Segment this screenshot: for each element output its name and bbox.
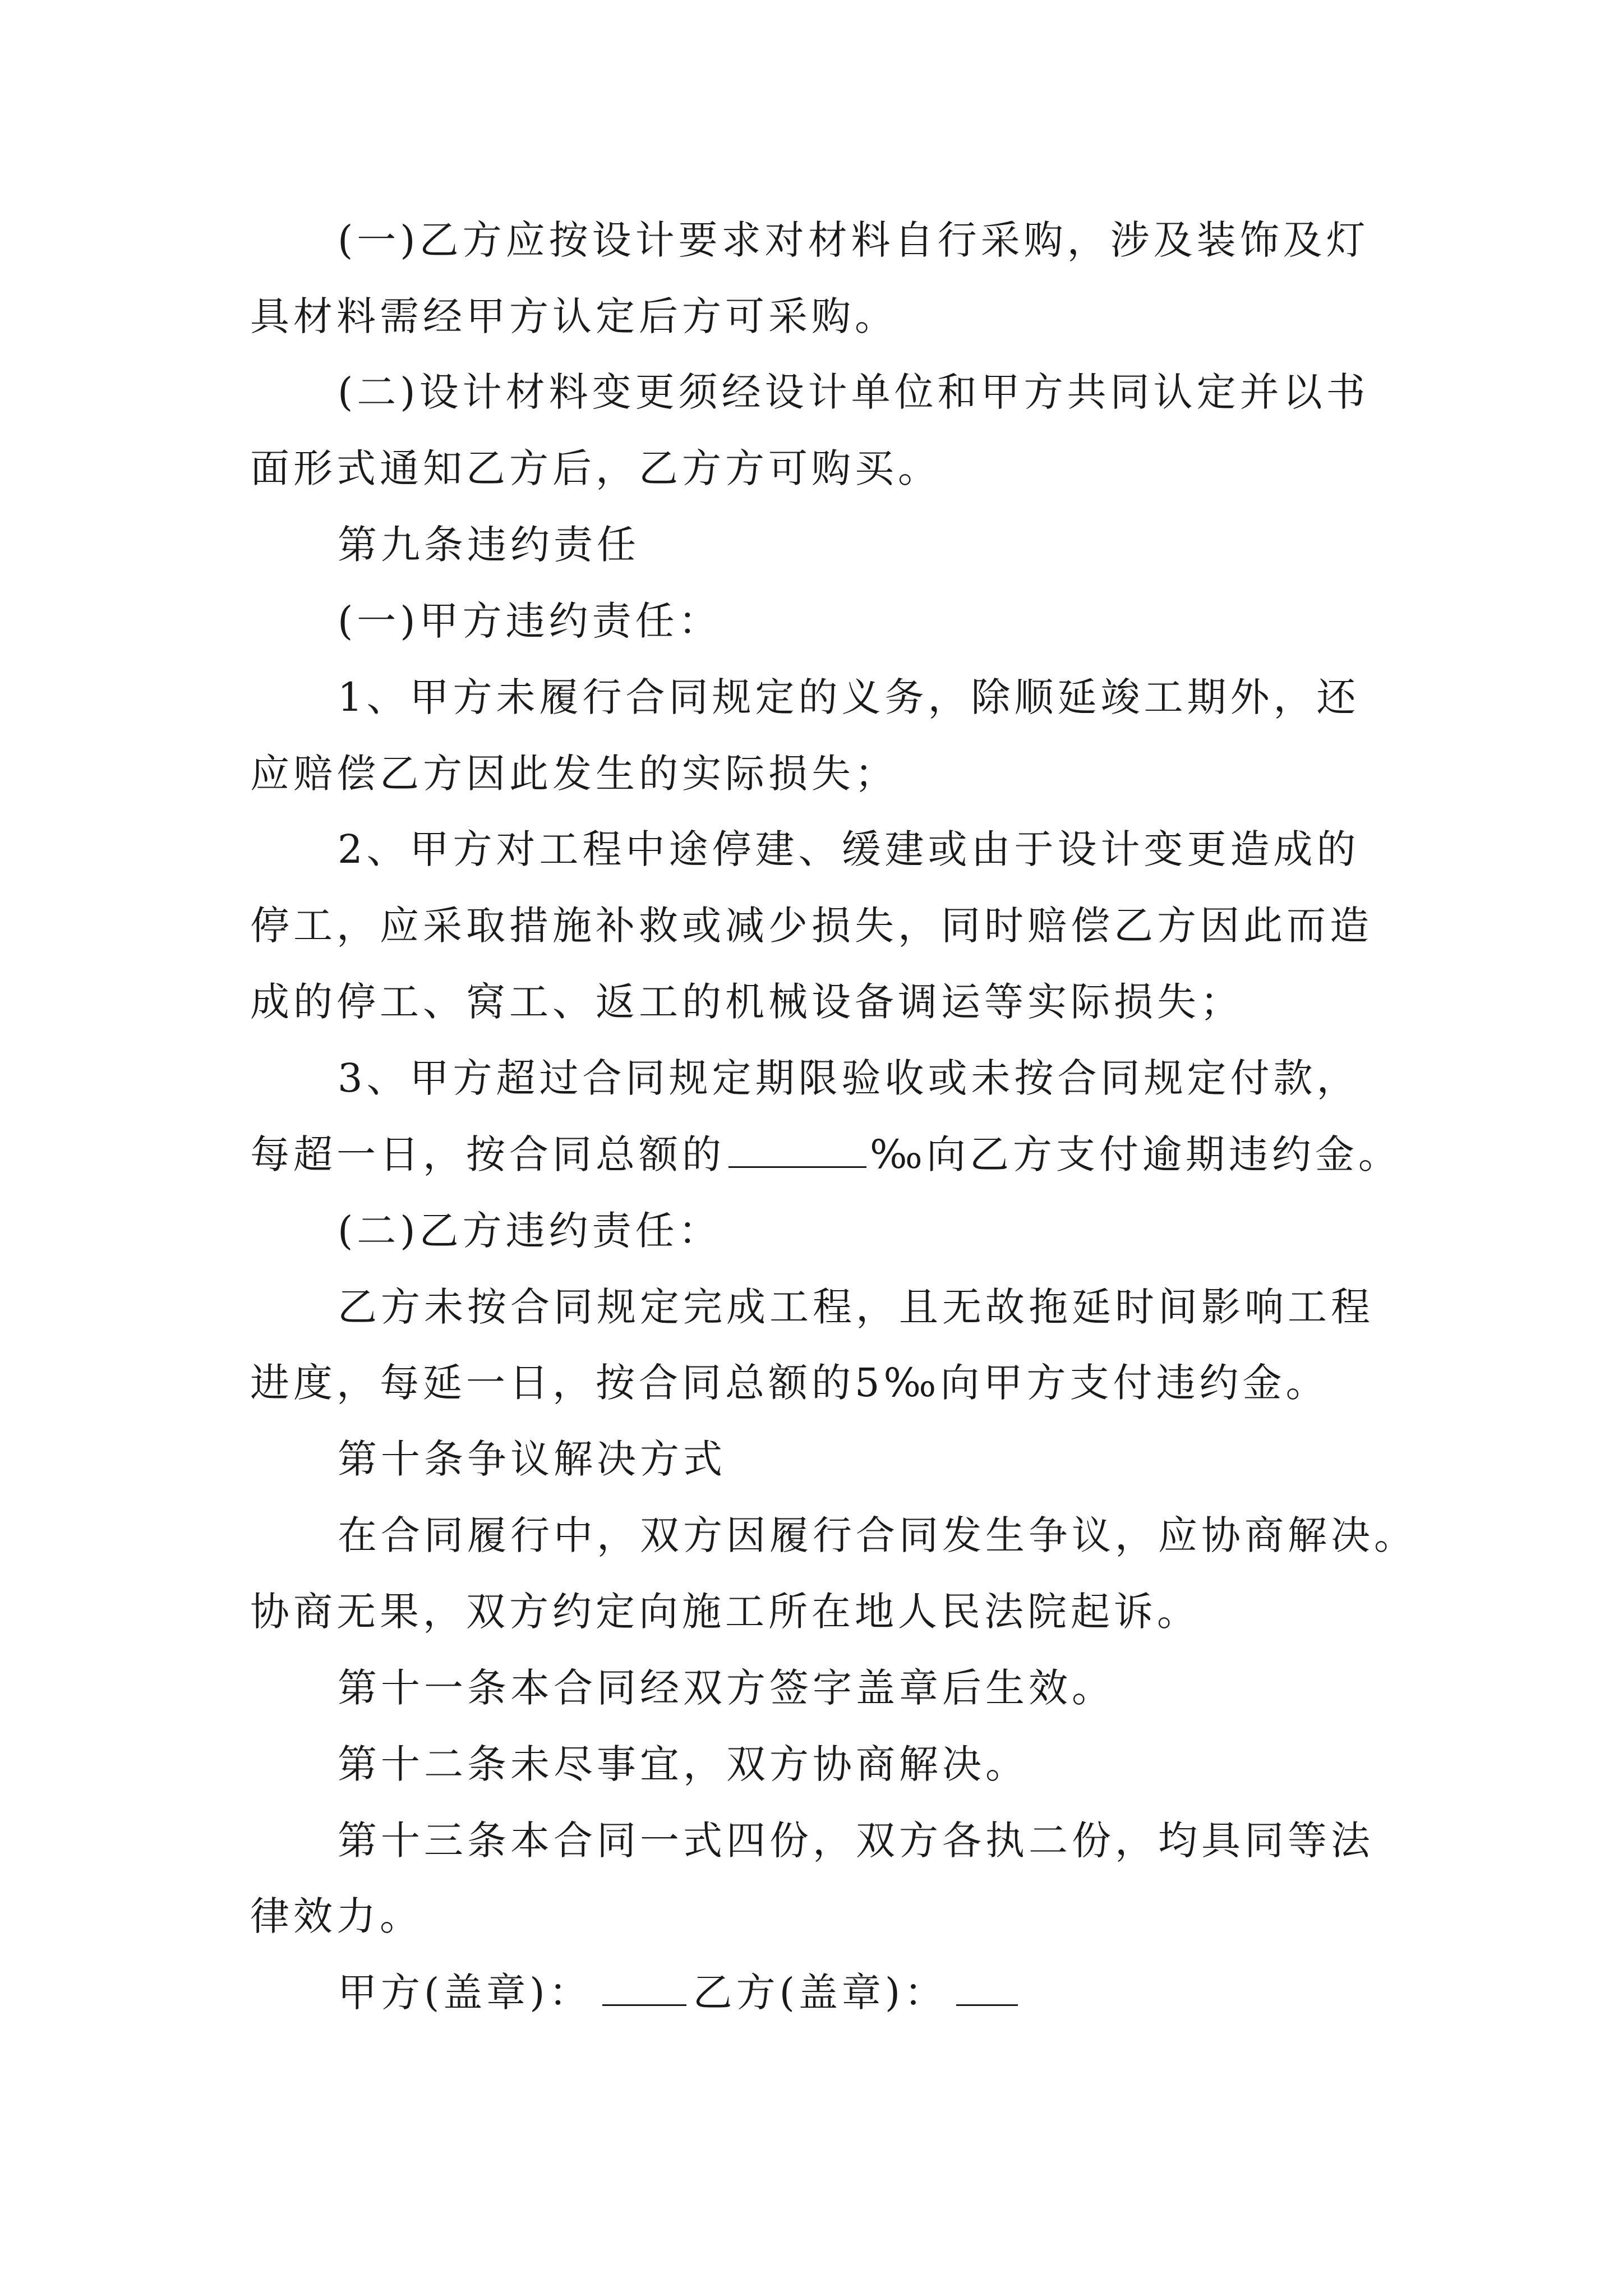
clause-10-line-2: 协商无果，双方约定向施工所在地人民法院起诉。 [250, 1589, 1200, 1635]
penalty-rate-blank[interactable] [728, 1131, 866, 1168]
clause-9-a-item-3-line-2 [250, 1126, 1401, 1182]
party-b-seal-label: 乙方(盖章)： [693, 1970, 948, 2016]
party-b-seal-blank[interactable] [956, 1970, 1018, 2006]
clause-9-a-item-2-line-1: 2、甲方对工程中途停建、缓建或由于设计变更造成的 [338, 826, 1360, 872]
clause-9-heading: 第九条违约责任 [338, 522, 640, 568]
clause-10-heading: 第十条争议解决方式 [338, 1436, 726, 1482]
signature-line [338, 1964, 1018, 2021]
clause-9-a-item-1-line-2: 应赔偿乙方因此发生的实际损失； [250, 751, 898, 797]
clause-9-a-item-2-line-2: 停工，应采取措施补救或减少损失，同时赔偿乙方因此而造 [250, 903, 1373, 949]
penalty-text-start: 每超一日，按合同总额的 [250, 1131, 725, 1177]
clause-13-line-1: 第十三条本合同一式四份，双方各执二份，均具同等法 [338, 1818, 1374, 1864]
clause-9-a-item-3-line-1: 3、甲方超过合同规定期限验收或未按合同规定付款， [338, 1055, 1360, 1101]
clause-11: 第十一条本合同经双方签字盖章后生效。 [338, 1665, 1115, 1711]
clause-10-line-1: 在合同履行中，双方因履行合同发生争议，应协商解决。 [338, 1512, 1417, 1558]
clause-8-item-1-line-1: (一)乙方应按设计要求对材料自行采购，涉及装饰及灯 [338, 217, 1370, 263]
clause-8-item-2-line-1: (二)设计材料变更须经设计单位和甲方共同认定并以书 [338, 369, 1370, 415]
party-a-seal-label: 甲方(盖章)： [338, 1970, 592, 2016]
penalty-text-end: ‰向乙方支付逾期违约金。 [870, 1131, 1401, 1177]
clause-9-party-a-heading: (一)甲方违约责任： [338, 598, 722, 644]
clause-9-party-b-heading: (二)乙方违约责任： [338, 1208, 722, 1254]
clause-13-line-2: 律效力。 [250, 1893, 423, 1939]
clause-8-item-2-line-2: 面形式通知乙方后，乙方方可购买。 [250, 445, 941, 491]
clause-9-a-item-1-line-1: 1、甲方未履行合同规定的义务，除顺延竣工期外，还 [338, 674, 1360, 720]
clause-9-a-item-2-line-3: 成的停工、窝工、返工的机械设备调运等实际损失； [250, 979, 1243, 1025]
clause-9-b-line-1: 乙方未按合同规定完成工程，且无故拖延时间影响工程 [338, 1284, 1374, 1330]
clause-12: 第十二条未尽事宜，双方协商解决。 [338, 1741, 1029, 1787]
clause-9-b-line-2: 进度，每延一日，按合同总额的5‰向甲方支付违约金。 [250, 1360, 1329, 1406]
clause-8-item-1-line-2: 具材料需经甲方认定后方可采购。 [250, 293, 898, 339]
party-a-seal-blank[interactable] [602, 1970, 686, 2006]
